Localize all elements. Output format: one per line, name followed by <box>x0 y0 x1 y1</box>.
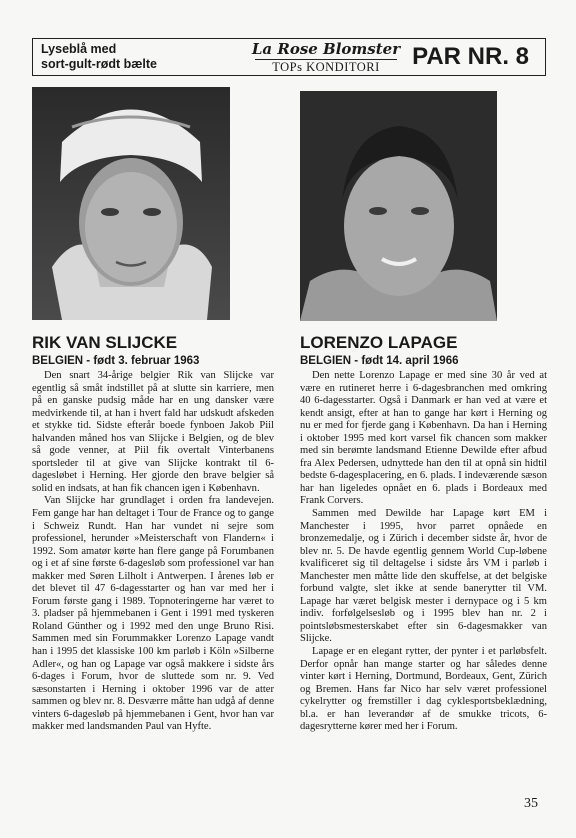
rider2-paragraph: Den nette Lorenzo Lapage er med sine 30 år ved at være en rutineret herre i 6-dagesbranchen med omkring 40 6-dagesstarter. Også i Danmark er han ved at være et kendt ansigt, efter at han to gange har kørt i Herning og nu er med for fjerde gang i København. Da han i Herning i oktober 1995 med kort varsel fik chancen som makker med sin berømte landsmand Etienne Dewilde efter afbud fra Alex Pedersen, udnyttede han den til at opnå sin hidtil bedste 6-dagesplacering, en 6. plads. I indeværende sæson har han ligeledes opnået en 6. plads i Bordeaux med Frank Corvers. <box>300 370 547 507</box>
rider1-paragraph: Van Slijcke har grundlaget i orden fra landevejen. Fem gange har han deltaget i Tour de France og to gange i Schweiz Rundt. Han har vundet ni sejre som professionel, herunder »Meisterschaft von Flandern« i 1992. Som amatør kørte han flere gange på Forumbanen og i et af sine første 6-dagesløb som professionel var han makker med Søren Lilholt i Antwerpen. I årenes løb er det blevet til 47 6-dagesstarter og han var med her i Forum første gang i 1989. Topnoteringerne har været to 3. pladser på hjemmebanen i Gent i 1991 med tyskeren Roland Günther og i 1992 med den unge Bruno Risi. Sammen med sin Forummakker Lorenzo Lapage vandt han i 1995 det klassiske 100 km parløb i Köln »Silberne Adler«, og han og Lapage var også makkere i sidste års 6-dages i Forum, hvor de sluttede som nr. 9. Ved sæsonstarten i Herning i oktober 1996 var de atter sammen og blev nr. 8. Desværre måtte han udgå af denne vinters 6-dagesløb på hjemmebanen i Gent, hvor han var makker med landsmanden Paul van Hyfte. <box>32 495 274 733</box>
rider2-name: LORENZO LAPAGE <box>300 333 458 352</box>
page-number: 35 <box>524 796 538 811</box>
rider1-name: RIK VAN SLIJCKE <box>32 333 178 352</box>
sponsor <box>233 41 419 74</box>
rider2-paragraph: Sammen med Dewilde har Lapage kørt EM i Manchester i 1995, hvor parret opnåede en bronzemedalje, og i Zürich i december sidste år, hvor de blev nr. 5. De havde egentlig gennem World Cup-løbene kvalificeret sig til deltagelse i sidste års VM i parløb i Manchester men måtte lide den skuffelse, at det belgiske forbund valgte, slet ikke at sende banerytter til VM. Lapage har været belgisk mester i dernypace og i 5 km indiv. forfølgelsesløb og i 1995 blev han nr. 2 i pointsløbsmesterskabet efter sin 6-dagesmakker van Slijcke. <box>300 508 547 645</box>
rider2-photo <box>300 91 497 321</box>
rider2-subtitle: BELGIEN - født 14. april 1966 <box>300 355 459 367</box>
rider2-bio <box>300 370 547 734</box>
sponsor-sub: TOPs KONDITORI <box>255 59 397 74</box>
rider1-paragraph: Den snart 34-årige belgier Rik van Slijcke var egentlig så småt indstillet på at slutte sin karriere, men på en ganske pudsig måde har en ung dansker være medvirkende til, at han i hvert fald har udskudt afskeden et stykke tid. Sidste efterår boede fynboen Jakob Piil halvanden måned hos van Slijcke i Belgien, og de blev så gode venner, at Piil fik overtalt Vinterbanens sportsleder til at give van Slijcke kontrakt til 6-dagesløbet i Herning. Her gjorde den brave belgier så solid en indsats, at han fik chancen igen i København. <box>32 370 274 494</box>
header-box <box>32 38 546 76</box>
rider1-photo <box>32 87 230 320</box>
jersey-colors <box>41 42 157 72</box>
rider1-bio <box>32 370 274 734</box>
jersey-colors-line1: Lyseblå med <box>41 42 117 56</box>
rider2-paragraph: Lapage er en elegant rytter, der pynter i et parløbsfelt. Derfor opnår han mange starter og har således denne vinter kørt i Herning, Dortmund, Bordeaux, Gent, Zürich og Bremen. Hans far Nico har selv været professionel cykelrytter og fremstiller i dag cyklesportsbeklædning, bl.a. er han leverandør af de smukke tricots, 6-dagesrytterne kører med her i Forum. <box>300 646 547 733</box>
pair-number: PAR NR. 8 <box>412 43 529 70</box>
jersey-colors-line2: sort-gult-rødt bælte <box>41 57 157 71</box>
sponsor-brand: La Rose Blomster <box>251 40 401 58</box>
rider1-subtitle: BELGIEN - født 3. februar 1963 <box>32 355 200 367</box>
